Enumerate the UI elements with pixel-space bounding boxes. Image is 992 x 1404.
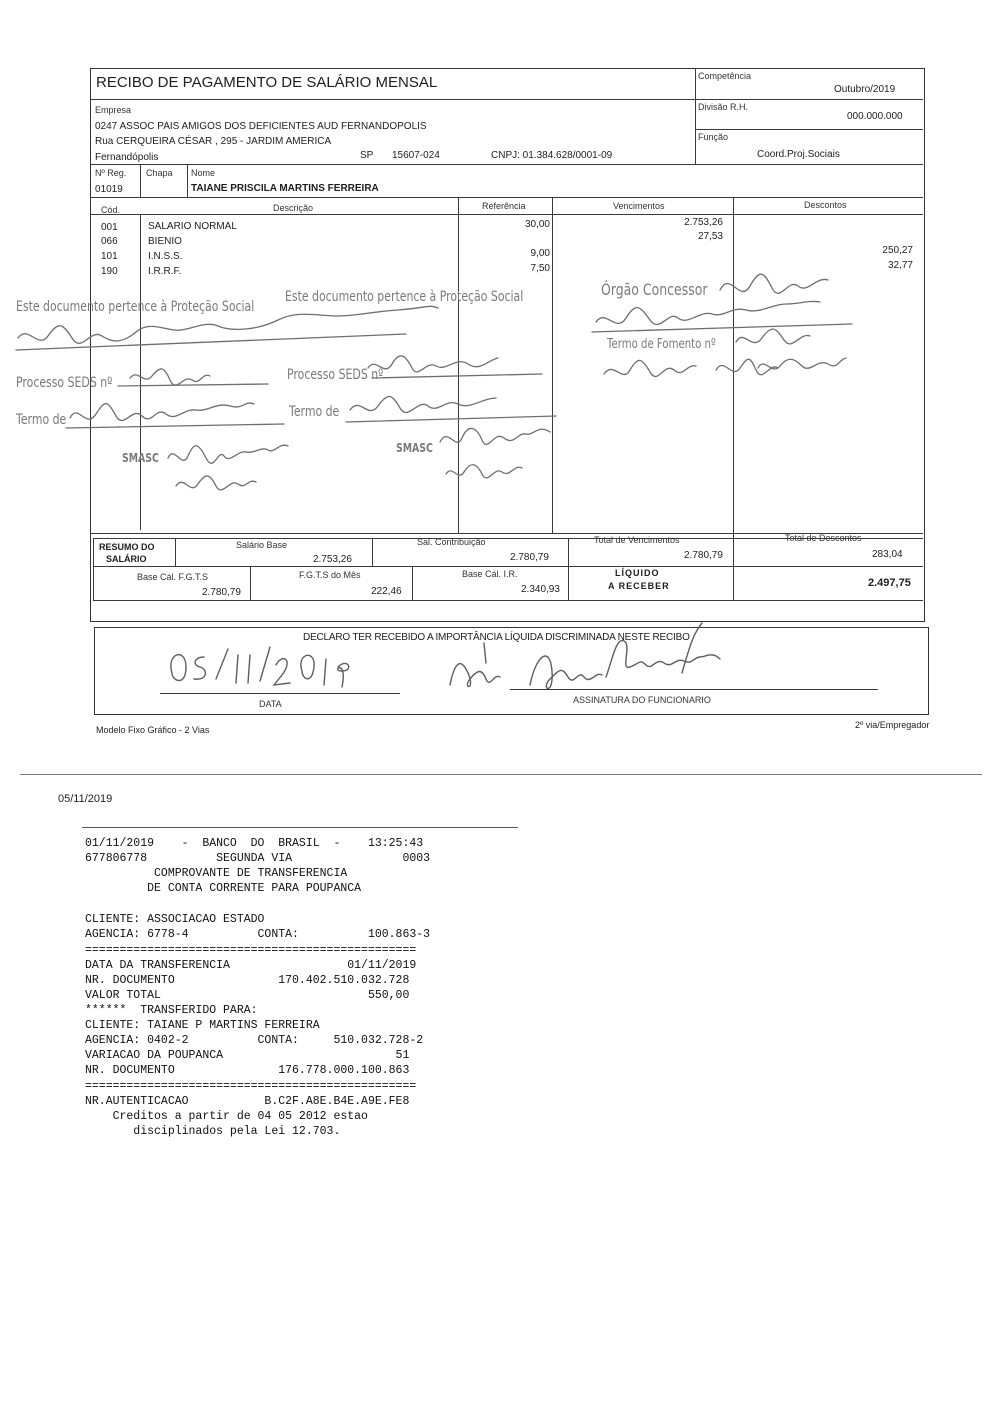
base-ir-value: 2.340,93: [521, 584, 560, 595]
resumo-label-1: RESUMO DO: [99, 542, 155, 552]
salario-base-value: 2.753,26: [313, 554, 352, 565]
bank-line: Creditos a partir de 04 05 2012 estao: [85, 1110, 368, 1123]
nreg-label: Nº Reg.: [95, 168, 127, 178]
nreg-value: 01019: [95, 184, 123, 195]
bank-separator: ================================================: [85, 944, 417, 957]
empresa-label: Empresa: [95, 105, 132, 115]
bank-line: CLIENTE: TAIANE P MARTINS FERREIRA: [85, 1019, 320, 1032]
sal-contrib-value: 2.780,79: [510, 552, 549, 563]
fgts-mes-label: F.G.T.S do Mês: [299, 570, 361, 580]
item-descontos: 250,27: [882, 245, 913, 256]
stamp-termo-fomento: Termo de Fomento nº: [607, 337, 716, 352]
bank-line: disciplinados pela Lei 12.703.: [85, 1125, 341, 1138]
total-desc-value: 283,04: [872, 549, 903, 560]
item-cod: 101: [101, 251, 118, 262]
bank-line: VALOR TOTAL 550,00: [85, 989, 410, 1002]
bank-separator: ================================================: [85, 1080, 417, 1093]
col-descricao: Descrição: [273, 203, 314, 213]
stamp-processo-2: Processo SEDS nº: [287, 367, 384, 383]
empresa-city: Fernandópolis: [95, 152, 159, 163]
via-note: 2º via/Empregador: [855, 720, 930, 730]
stamp-protecao-1: Este documento pertence à Proteção Social: [16, 299, 255, 315]
bank-line: NR. DOCUMENTO 170.402.510.032.728: [85, 974, 410, 987]
bank-print-date: 05/11/2019: [58, 793, 113, 805]
item-vencimentos: 2.753,26: [684, 217, 723, 228]
bank-line: NR. DOCUMENTO 176.778.000.100.863: [85, 1064, 410, 1077]
empresa-address: Rua CERQUEIRA CÉSAR , 295 - JARDIM AMERICA: [95, 136, 332, 147]
total-venc-label: Total de Vencimentos: [594, 535, 680, 545]
item-descricao: SALARIO NORMAL: [148, 221, 237, 232]
liquido-value: 2.497,75: [868, 577, 911, 589]
salario-base-label: Salário Base: [236, 540, 288, 550]
stamp-protecao-2: Este documento pertence à Proteção Social: [285, 289, 524, 305]
bank-line: ****** TRANSFERIDO PARA:: [85, 1004, 258, 1017]
bank-line: NR.AUTENTICACAO B.C2F.A8E.B4E.A9E.FE8: [85, 1095, 410, 1108]
receipt-title: RECIBO DE PAGAMENTO DE SALÁRIO MENSAL: [96, 74, 438, 91]
col-referencia: Referência: [482, 201, 526, 211]
divisao-label: Divisão R.H.: [698, 102, 749, 112]
liquido-label-2: A RECEBER: [608, 581, 670, 591]
stamp-termo-1: Termo de: [16, 412, 67, 428]
base-ir-label: Base Cál. I.R.: [462, 569, 518, 579]
empresa-state: SP: [360, 150, 374, 161]
bank-line: DATA DA TRANSFERENCIA 01/11/2019: [85, 959, 417, 972]
col-vencimentos: Vencimentos: [613, 201, 665, 211]
total-venc-value: 2.780,79: [684, 550, 723, 561]
bank-line: 677806778 SEGUNDA VIA 0003: [85, 852, 431, 865]
item-descricao: BIENIO: [148, 236, 182, 247]
modelo-note: Modelo Fixo Gráfico - 2 Vias: [96, 725, 210, 735]
item-cod: 190: [101, 266, 118, 277]
item-descricao: I.N.S.S.: [148, 251, 183, 262]
bank-line: AGENCIA: 0402-2 CONTA: 510.032.728-2: [85, 1034, 424, 1047]
total-desc-label: Total de Descontos: [785, 533, 862, 543]
item-descricao: I.R.R.F.: [148, 266, 182, 277]
declaration-text: DECLARO TER RECEBIDO A IMPORTÂNCIA LÍQUIDA DISCRIMINADA NESTE RECIBO: [303, 632, 690, 643]
chapa-label: Chapa: [146, 168, 173, 178]
col-descontos: Descontos: [804, 200, 847, 210]
item-cod: 001: [101, 222, 118, 233]
base-fgts-value: 2.780,79: [202, 587, 241, 598]
stamp-orgao: Órgão Concessor: [601, 280, 708, 299]
competencia-label: Competência: [698, 71, 752, 81]
item-descontos: 32,77: [887, 260, 913, 271]
bank-line: CLIENTE: ASSOCIACAO ESTADO: [85, 913, 265, 926]
date-label: DATA: [259, 699, 282, 709]
item-referencia: 9,00: [530, 248, 550, 259]
bank-line: AGENCIA: 6778-4 CONTA: 100.863-3: [85, 928, 431, 941]
item-cod: 066: [101, 236, 118, 247]
stamp-smasc-2: SMASC: [396, 441, 433, 455]
stamp-smasc-1: SMASC: [122, 451, 159, 465]
item-vencimentos: 27,53: [697, 231, 723, 242]
stamp-processo-1: Processo SEDS nº: [16, 375, 113, 391]
empresa-name: 0247 ASSOC PAIS AMIGOS DOS DEFICIENTES AUD FERNANDOPOLIS: [95, 121, 427, 132]
item-referencia: 7,50: [530, 263, 550, 274]
liquido-label-1: LÍQUIDO: [615, 568, 660, 578]
signature-label: ASSINATURA DO FUNCIONARIO: [573, 695, 711, 705]
base-fgts-label: Base Cál. F.G.T.S: [137, 572, 209, 582]
fgts-mes-value: 222,46: [371, 586, 402, 597]
funcao-value: Coord.Proj.Sociais: [757, 149, 840, 160]
employee-name: TAIANE PRISCILA MARTINS FERREIRA: [191, 183, 379, 194]
sal-contrib-label: Sal. Contribuição: [417, 537, 486, 547]
bank-line: 01/11/2019 - BANCO DO BRASIL - 13:25:43: [85, 837, 424, 850]
divisao-value: 000.000.000: [847, 111, 903, 122]
empresa-cep: 15607-024: [392, 150, 440, 161]
stamp-termo-2: Termo de: [289, 404, 340, 420]
nome-label: Nome: [191, 168, 216, 178]
competencia-value: Outubro/2019: [834, 84, 896, 95]
col-cod: Cód.: [101, 205, 121, 215]
item-referencia: 30,00: [524, 219, 550, 230]
bank-line: VARIACAO DA POUPANCA 51: [85, 1049, 410, 1062]
funcao-label: Função: [698, 132, 729, 142]
resumo-label-2: SALÁRIO: [106, 554, 147, 564]
bank-line: COMPROVANTE DE TRANSFERENCIA: [85, 867, 348, 880]
empresa-cnpj: CNPJ: 01.384.628/0001-09: [491, 150, 613, 161]
bank-line: DE CONTA CORRENTE PARA POUPANCA: [85, 882, 362, 895]
